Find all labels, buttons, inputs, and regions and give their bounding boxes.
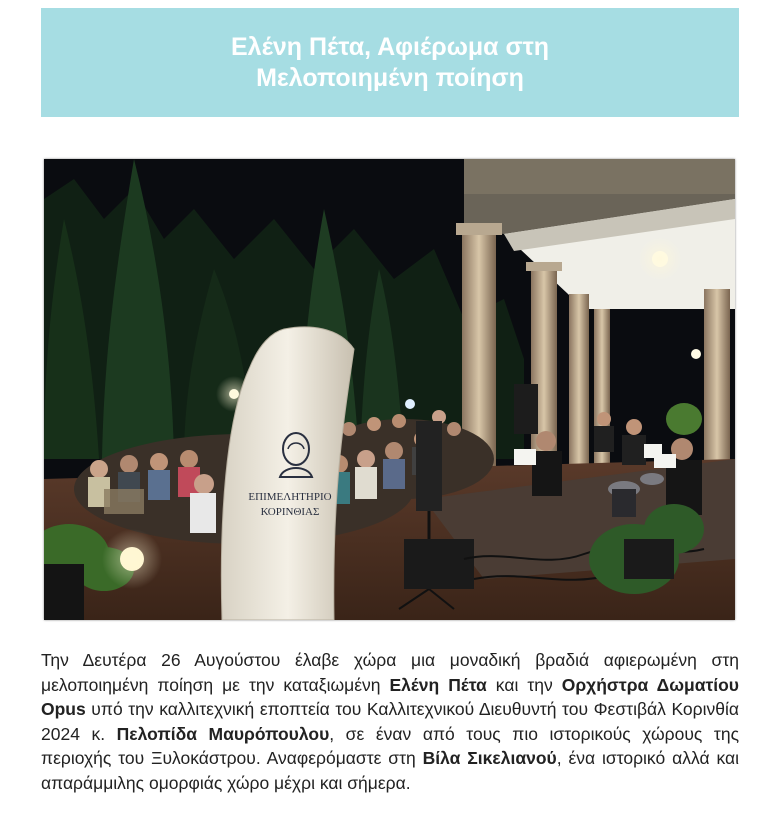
banner-text-line-1: ΕΠΙΜΕΛΗΤΗΡΙΟ	[248, 491, 332, 503]
article-bold-director: Πελοπίδα Μαυρόπουλου	[116, 723, 330, 744]
page-title	[231, 32, 549, 94]
page-title-line-1: Ελένη Πέτα, Αφιέρωμα στη	[231, 32, 549, 61]
article-text: , ένα ιστορικό αλλά και απαράμμιλης ομορφιάς χώρο μέχρι και σήμερα.	[41, 748, 739, 793]
article-paragraph	[41, 648, 739, 796]
page-title-line-2: Μελοποιημένη ποίηση	[256, 63, 524, 92]
banner-text-line-2: ΚΟΡΙΝΘΙΑΣ	[260, 506, 320, 518]
article-bold-singer: Ελένη Πέτα	[389, 674, 487, 695]
title-banner	[41, 8, 739, 117]
article-bold-venue: Βίλα Σικελιανού	[422, 748, 557, 769]
concert-photo	[44, 159, 735, 620]
article-text: Την Δευτέρα 26 Αυγούστου έλαβε χώρα μια μοναδική βραδιά αφιερωμένη στη μελοποιημένη ποίηση με την καταξιωμένη	[41, 650, 739, 695]
article-bold-orchestra: Ορχήστρα Δωματίου Opus	[41, 674, 739, 720]
article-text: , σε έναν από τους πιο ιστορικούς χώρους της περιοχής του Ξυλοκάστρου. Αναφερόμαστε στη	[41, 723, 739, 769]
article-text: και την	[486, 674, 562, 695]
article-text: υπό την καλλιτεχνική εποπτεία του Καλλιτεχνικού Διευθυντή του Φεστιβάλ Κορινθία 2024 κ.	[41, 699, 739, 744]
